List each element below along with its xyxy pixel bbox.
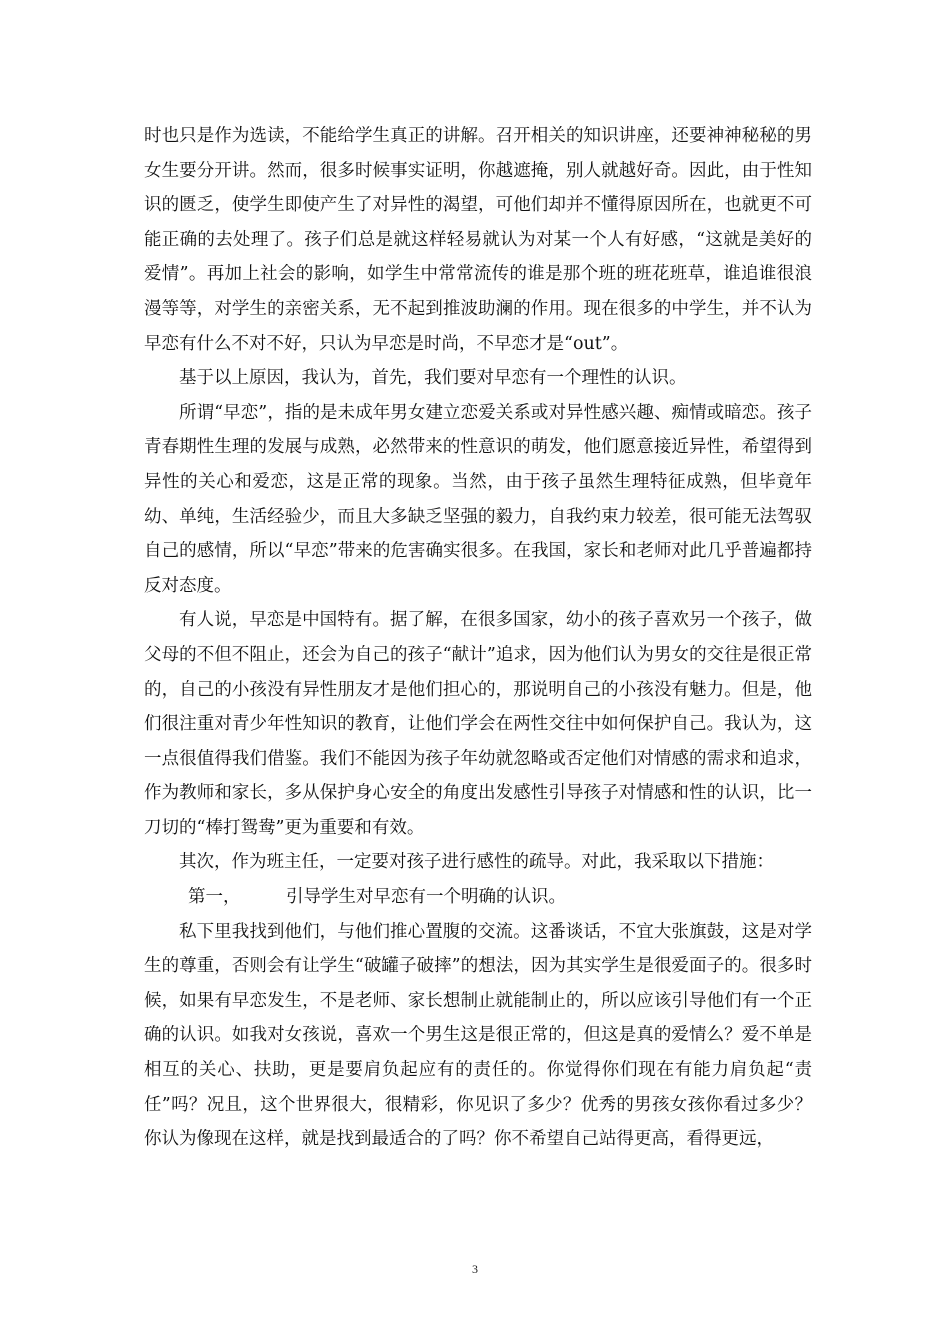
- paragraph-3: 所谓“早恋”，指的是未成年男女建立恋爱关系或对异性感兴趣、痴情或暗恋。孩子青春期性生理的发展与成熟，必然带来的性意识的萌发，他们愿意接近异性，希望得到异性的关心和爱恋，这是正常的现象。当然，由于孩子虽然生理特征成熟，但毕竟年幼、单纯，生活经验少，而且大多缺乏坚强的毅力，自我约束力较差，很可能无法驾驭自己的感情，所以“早恋”带来的危害确实很多。在我国，家长和老师对此几乎普遍都持反对态度。: [144, 402, 812, 596]
- paragraph-4: 有人说，早恋是中国特有。据了解，在很多国家，幼小的孩子喜欢另一个孩子，做父母的不但不阻止，还会为自己的孩子“献计”追求，因为他们认为男女的交往是很正常的，自己的小孩没有异性朋友才是他们担心的，那说明自己的小孩没有魅力。但是，他们很注重对青少年性知识的教育，让他们学会在两性交往中如何保护自己。我认为，这一点很值得我们借鉴。我们不能因为孩子年幼就忽略或否定他们对情感的需求和追求，作为教师和家长，多从保护身心安全的角度出发感性引导孩子对情感和性的认识，比一刀切的“棒打鸳鸯”更为重要和有效。: [144, 610, 812, 838]
- list-item-1: [144, 880, 812, 915]
- paragraph-5: 其次，作为班主任，一定要对孩子进行感性的疏导。对此，我采取以下措施：: [179, 852, 774, 873]
- paragraph-2: 基于以上原因，我认为，首先，我们要对早恋有一个理性的认识。: [179, 368, 687, 389]
- body-text: [144, 119, 812, 1157]
- list-item-text: 引导学生对早恋有一个明确的认识。: [286, 887, 566, 908]
- list-item-number: 第一，: [188, 887, 241, 908]
- paragraph-1: 时也只是作为选读，不能给学生真正的讲解。召开相关的知识讲座，还要神神秘秘的男女生要分开讲。然而，很多时候事实证明，你越遮掩，别人就越好奇。因此，由于性知识的匮乏，使学生即使产生了对异性的渴望，可他们却并不懂得原因所在，也就更不可能正确的去处理了。孩子们总是就这样轻易就认为对某一个人有好感，“这就是美好的爱情”。再加上社会的影响，如学生中常常流传的谁是那个班的班花班草，谁追谁很浪漫等等，对学生的亲密关系，无不起到推波助澜的作用。现在很多的中学生，并不认为早恋有什么不对不好，只认为早恋是时尚，不早恋才是“out”。: [144, 126, 812, 354]
- page-number: 3: [472, 1262, 478, 1276]
- paragraph-6: 私下里我找到他们，与他们推心置腹的交流。这番谈话，不宜大张旗鼓，这是对学生的尊重，否则会有让学生“破罐子破摔”的想法，因为其实学生是很爱面子的。很多时候，如果有早恋发生，不是老师、家长想制止就能制止的，所以应该引导他们有一个正确的认识。如我对女孩说，喜欢一个男生这是很正常的，但这是真的爱情么？爱不单是相互的关心、扶助，更是要肩负起应有的责任的。你觉得你们现在有能力肩负起“责任”吗？况且，这个世界很大，很精彩，你见识了多少？优秀的男孩女孩你看过多少？你认为像现在这样，就是找到最适合的了吗？你不希望自己站得更高，看得更远，: [144, 921, 812, 1150]
